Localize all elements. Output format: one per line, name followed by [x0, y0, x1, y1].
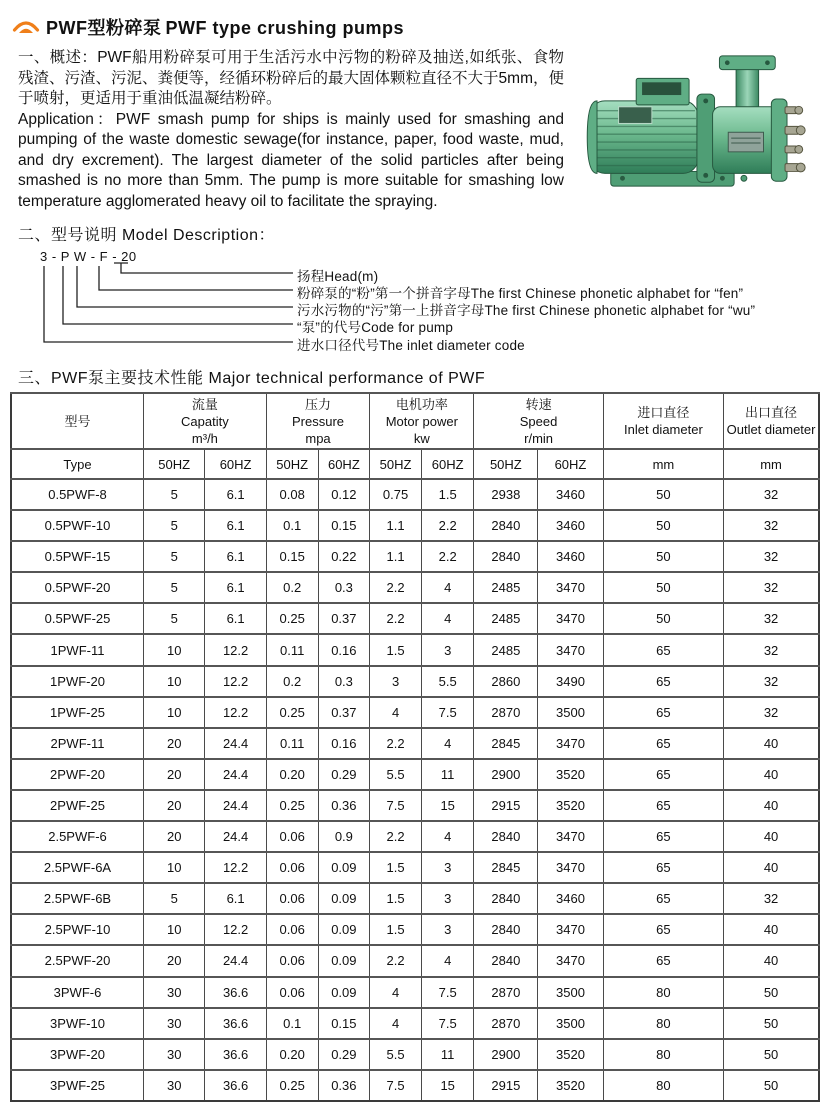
value-cell: 1.5: [370, 883, 422, 914]
model-type-cell: 2PWF-20: [11, 759, 144, 790]
subheader-freq-4: 50HZ: [370, 449, 422, 479]
value-cell: 4: [421, 821, 474, 852]
value-cell: 3490: [538, 666, 603, 697]
value-cell: 0.16: [318, 728, 370, 759]
value-cell: 65: [603, 883, 723, 914]
value-cell: 0.9: [318, 821, 370, 852]
value-cell: 3520: [538, 1039, 603, 1070]
header-outlet-zh: 出口直径: [745, 405, 798, 420]
model-type-cell: 1PWF-20: [11, 666, 144, 697]
table-row: [11, 666, 819, 697]
subheader-freq-1: 60HZ: [205, 449, 266, 479]
pump-product-photo: [574, 50, 812, 192]
table-row: [11, 759, 819, 790]
subheader-type: Type: [11, 449, 144, 479]
value-cell: 12.2: [205, 666, 266, 697]
value-cell: 10: [144, 697, 205, 728]
header-motor-en: Motor power: [385, 413, 458, 429]
value-cell: 3460: [538, 541, 603, 572]
model-type-cell: 3PWF-25: [11, 1070, 144, 1101]
value-cell: 2.2: [370, 728, 422, 759]
value-cell: 40: [724, 945, 819, 976]
value-cell: 3500: [538, 1008, 603, 1039]
value-cell: 0.06: [266, 914, 318, 945]
value-cell: 7.5: [370, 790, 422, 821]
value-cell: 3520: [538, 790, 603, 821]
value-cell: 3500: [538, 697, 603, 728]
performance-heading: 三、PWF泵主要技术性能 Major technical performance of PWF: [18, 370, 486, 387]
brand-arc-icon: [12, 17, 40, 37]
header-inlet: [603, 393, 723, 449]
value-cell: 10: [144, 666, 205, 697]
value-cell: 3470: [538, 603, 603, 634]
value-cell: 65: [603, 666, 723, 697]
value-cell: 2870: [474, 1008, 538, 1039]
subheader-freq-2: 50HZ: [266, 449, 318, 479]
value-cell: 3470: [538, 572, 603, 603]
value-cell: 4: [421, 572, 474, 603]
value-cell: 4: [370, 977, 422, 1008]
table-row: [11, 572, 819, 603]
value-cell: 2.2: [370, 603, 422, 634]
value-cell: 0.06: [266, 977, 318, 1008]
header-inlet-zh: 进口直径: [637, 405, 690, 420]
value-cell: 80: [603, 1008, 723, 1039]
model-description-heading: 二、型号说明 Model Description：: [18, 227, 276, 244]
value-cell: 65: [603, 728, 723, 759]
value-cell: 2915: [474, 790, 538, 821]
value-cell: 2840: [474, 510, 538, 541]
value-cell: 0.09: [318, 977, 370, 1008]
value-cell: 24.4: [205, 821, 266, 852]
value-cell: 0.15: [318, 510, 370, 541]
performance-table-body: [11, 479, 819, 1101]
value-cell: 2870: [474, 697, 538, 728]
value-cell: 1.5: [421, 479, 474, 510]
value-cell: 7.5: [421, 977, 474, 1008]
model-label-fen: 粉碎泵的“粉”第一个拼音字母The first Chinese phonetic alphabet for “fen”: [297, 286, 744, 301]
model-type-cell: 2PWF-25: [11, 790, 144, 821]
value-cell: 0.2: [266, 572, 318, 603]
value-cell: 80: [603, 1039, 723, 1070]
value-cell: 2.2: [421, 541, 474, 572]
value-cell: 2915: [474, 1070, 538, 1101]
value-cell: 0.3: [318, 572, 370, 603]
model-code: 3 - P W - F - 20: [40, 249, 137, 264]
table-row: [11, 914, 819, 945]
value-cell: 65: [603, 697, 723, 728]
value-cell: 0.1: [266, 1008, 318, 1039]
value-cell: 15: [421, 1070, 474, 1101]
page-title-en: PWF type crushing pumps: [165, 18, 405, 38]
value-cell: 6.1: [205, 510, 266, 541]
value-cell: 0.25: [266, 697, 318, 728]
value-cell: 2840: [474, 541, 538, 572]
value-cell: 0.3: [318, 666, 370, 697]
performance-table: [10, 392, 820, 1102]
value-cell: 11: [421, 759, 474, 790]
table-row: [11, 541, 819, 572]
value-cell: 10: [144, 634, 205, 665]
table-row: [11, 603, 819, 634]
model-type-cell: 2.5PWF-6B: [11, 883, 144, 914]
value-cell: 7.5: [421, 1008, 474, 1039]
value-cell: 4: [421, 603, 474, 634]
value-cell: 0.08: [266, 479, 318, 510]
value-cell: 0.29: [318, 1039, 370, 1070]
value-cell: 3: [370, 666, 422, 697]
model-type-cell: 2.5PWF-20: [11, 945, 144, 976]
value-cell: 3: [421, 634, 474, 665]
value-cell: 12.2: [205, 852, 266, 883]
value-cell: 30: [144, 1008, 205, 1039]
value-cell: 50: [603, 479, 723, 510]
table-row: [11, 790, 819, 821]
model-type-cell: 3PWF-10: [11, 1008, 144, 1039]
value-cell: 30: [144, 977, 205, 1008]
value-cell: 2.2: [421, 510, 474, 541]
value-cell: 65: [603, 821, 723, 852]
value-cell: 32: [724, 697, 819, 728]
table-row: [11, 1070, 819, 1101]
value-cell: 0.75: [370, 479, 422, 510]
model-type-cell: 1PWF-25: [11, 697, 144, 728]
value-cell: 32: [724, 479, 819, 510]
value-cell: 4: [370, 1008, 422, 1039]
value-cell: 10: [144, 852, 205, 883]
value-cell: 0.29: [318, 759, 370, 790]
model-label-inlet-code: 进水口径代号The inlet diameter code: [297, 338, 525, 353]
value-cell: 40: [724, 821, 819, 852]
header-speed-unit: r/min: [524, 430, 554, 446]
table-row: [11, 852, 819, 883]
value-cell: 24.4: [205, 759, 266, 790]
value-cell: 3470: [538, 634, 603, 665]
model-type-cell: 2PWF-11: [11, 728, 144, 759]
value-cell: 30: [144, 1039, 205, 1070]
value-cell: 5: [144, 541, 205, 572]
value-cell: 0.15: [318, 1008, 370, 1039]
value-cell: 2840: [474, 945, 538, 976]
header-pressure-en: Pressure: [292, 413, 345, 429]
value-cell: 0.20: [266, 1039, 318, 1070]
value-cell: 40: [724, 790, 819, 821]
model-type-cell: 2.5PWF-10: [11, 914, 144, 945]
model-type-cell: 3PWF-20: [11, 1039, 144, 1070]
value-cell: 4: [421, 728, 474, 759]
model-label-pump-code: “泵”的代号Code for pump: [297, 320, 454, 335]
value-cell: 40: [724, 914, 819, 945]
value-cell: 0.06: [266, 883, 318, 914]
value-cell: 20: [144, 945, 205, 976]
value-cell: 3460: [538, 479, 603, 510]
value-cell: 3470: [538, 821, 603, 852]
value-cell: 12.2: [205, 634, 266, 665]
value-cell: 36.6: [205, 1039, 266, 1070]
value-cell: 65: [603, 759, 723, 790]
value-cell: 3520: [538, 1070, 603, 1101]
value-cell: 3470: [538, 914, 603, 945]
value-cell: 12.2: [205, 697, 266, 728]
header-speed-en: Speed: [519, 413, 558, 429]
subheader-freq-5: 60HZ: [421, 449, 474, 479]
value-cell: 20: [144, 821, 205, 852]
header-speed: [474, 393, 603, 449]
value-cell: 50: [724, 1039, 819, 1070]
value-cell: 1.1: [370, 541, 422, 572]
overview-text-en: Application：PWF smash pump for ships is mainly used for smashing and pumping of the waste domestic sewage(for instance, paper, food waste, mud, and dry excrement). The largest diameter of the solid particles after being smashed is no more than 5mm. The pump is more suitable for smashing low temperature agglomerated heavy oil to facilitate the spraying.: [18, 110, 564, 210]
subheader-freq-7: 60HZ: [538, 449, 603, 479]
value-cell: 3500: [538, 977, 603, 1008]
value-cell: 0.20: [266, 759, 318, 790]
overview-section: [18, 48, 812, 212]
value-cell: 20: [144, 728, 205, 759]
value-cell: 65: [603, 634, 723, 665]
value-cell: 3520: [538, 759, 603, 790]
value-cell: 40: [724, 728, 819, 759]
value-cell: 0.09: [318, 914, 370, 945]
value-cell: 5: [144, 510, 205, 541]
value-cell: 1.5: [370, 852, 422, 883]
header-capacity-unit: m³/h: [191, 430, 218, 446]
table-row: [11, 1008, 819, 1039]
value-cell: 0.11: [266, 634, 318, 665]
value-cell: 0.09: [318, 852, 370, 883]
value-cell: 2870: [474, 977, 538, 1008]
value-cell: 36.6: [205, 977, 266, 1008]
value-cell: 32: [724, 603, 819, 634]
value-cell: 65: [603, 790, 723, 821]
model-label-head: 扬程Head(m): [297, 269, 379, 284]
model-type-cell: 0.5PWF-20: [11, 572, 144, 603]
subheader-freq-3: 60HZ: [318, 449, 370, 479]
value-cell: 6.1: [205, 479, 266, 510]
value-cell: 30: [144, 1070, 205, 1101]
value-cell: 0.06: [266, 945, 318, 976]
subheader-inlet-unit: mm: [603, 449, 723, 479]
value-cell: 1.1: [370, 510, 422, 541]
header-inlet-en: Inlet diameter: [624, 422, 703, 437]
value-cell: 0.06: [266, 821, 318, 852]
value-cell: 36.6: [205, 1070, 266, 1101]
header-pressure: [266, 393, 369, 449]
value-cell: 0.15: [266, 541, 318, 572]
value-cell: 50: [724, 977, 819, 1008]
header-outlet: [724, 393, 819, 449]
header-capacity: [144, 393, 267, 449]
overview-text-zh: 一、概述：PWF船用粉碎泵可用于生活污水中污物的粉碎及抽送,如纸张、食物残渣、污渣、污泥、粪便等，经循环粉碎后的最大固体颗粒直径不大于5mm，便于喷射，更适用于重油低温凝结粉碎。: [18, 49, 564, 107]
value-cell: 0.09: [318, 883, 370, 914]
value-cell: 0.1: [266, 510, 318, 541]
value-cell: 7.5: [370, 1070, 422, 1101]
table-row: [11, 634, 819, 665]
model-label-wu: 污水污物的“污”第一上拼音字母The first Chinese phonetic alphabet for “wu”: [297, 303, 756, 318]
table-row: [11, 728, 819, 759]
page-title: [46, 14, 404, 40]
value-cell: 3460: [538, 510, 603, 541]
value-cell: 40: [724, 759, 819, 790]
value-cell: 0.36: [318, 1070, 370, 1101]
value-cell: 24.4: [205, 790, 266, 821]
page-title-zh: PWF型粉碎泵: [46, 18, 162, 38]
value-cell: 50: [603, 541, 723, 572]
table-row: [11, 510, 819, 541]
value-cell: 0.22: [318, 541, 370, 572]
value-cell: 15: [421, 790, 474, 821]
value-cell: 80: [603, 977, 723, 1008]
value-cell: 0.37: [318, 697, 370, 728]
header-pressure-zh: 压力: [305, 396, 332, 412]
model-type-cell: 0.5PWF-15: [11, 541, 144, 572]
value-cell: 50: [724, 1008, 819, 1039]
value-cell: 2900: [474, 1039, 538, 1070]
value-cell: 6.1: [205, 883, 266, 914]
model-type-cell: 2.5PWF-6: [11, 821, 144, 852]
value-cell: 2860: [474, 666, 538, 697]
value-cell: 1.5: [370, 634, 422, 665]
value-cell: 50: [603, 603, 723, 634]
subheader-freq-6: 50HZ: [474, 449, 538, 479]
title-row: [12, 14, 820, 40]
value-cell: 32: [724, 634, 819, 665]
value-cell: 2938: [474, 479, 538, 510]
value-cell: 6.1: [205, 572, 266, 603]
value-cell: 65: [603, 945, 723, 976]
value-cell: 2.2: [370, 945, 422, 976]
value-cell: 0.36: [318, 790, 370, 821]
value-cell: 2845: [474, 728, 538, 759]
header-motor-unit: kw: [413, 430, 430, 446]
header-sub-row: [11, 449, 819, 479]
value-cell: 12.2: [205, 914, 266, 945]
value-cell: 65: [603, 914, 723, 945]
value-cell: 32: [724, 572, 819, 603]
value-cell: 3: [421, 852, 474, 883]
value-cell: 2.2: [370, 572, 422, 603]
value-cell: 0.09: [318, 945, 370, 976]
value-cell: 10: [144, 914, 205, 945]
model-type-cell: 2.5PWF-6A: [11, 852, 144, 883]
value-cell: 5.5: [421, 666, 474, 697]
value-cell: 5.5: [370, 759, 422, 790]
value-cell: 5.5: [370, 1039, 422, 1070]
table-row: [11, 479, 819, 510]
value-cell: 5: [144, 883, 205, 914]
value-cell: 50: [603, 510, 723, 541]
value-cell: 2845: [474, 852, 538, 883]
value-cell: 32: [724, 510, 819, 541]
value-cell: 0.11: [266, 728, 318, 759]
value-cell: 40: [724, 852, 819, 883]
value-cell: 32: [724, 666, 819, 697]
value-cell: 6.1: [205, 603, 266, 634]
value-cell: 2485: [474, 572, 538, 603]
value-cell: 3: [421, 883, 474, 914]
model-type-cell: 1PWF-11: [11, 634, 144, 665]
value-cell: 0.06: [266, 852, 318, 883]
value-cell: 32: [724, 541, 819, 572]
value-cell: 2.2: [370, 821, 422, 852]
header-group-row: [11, 393, 819, 449]
value-cell: 2900: [474, 759, 538, 790]
header-capacity-en: Capatity: [181, 413, 229, 429]
value-cell: 3460: [538, 883, 603, 914]
model-type-cell: 3PWF-6: [11, 977, 144, 1008]
header-outlet-en: Outlet diameter: [726, 422, 816, 437]
value-cell: 32: [724, 883, 819, 914]
value-cell: 2840: [474, 821, 538, 852]
table-row: [11, 1039, 819, 1070]
value-cell: 65: [603, 852, 723, 883]
value-cell: 6.1: [205, 541, 266, 572]
value-cell: 50: [724, 1070, 819, 1101]
value-cell: 2485: [474, 603, 538, 634]
value-cell: 0.25: [266, 790, 318, 821]
value-cell: 50: [603, 572, 723, 603]
value-cell: 2840: [474, 883, 538, 914]
value-cell: 11: [421, 1039, 474, 1070]
value-cell: 20: [144, 790, 205, 821]
subheader-freq-0: 50HZ: [144, 449, 205, 479]
subheader-outlet-unit: mm: [724, 449, 819, 479]
value-cell: 0.2: [266, 666, 318, 697]
header-pressure-unit: mpa: [305, 430, 331, 446]
value-cell: 1.5: [370, 914, 422, 945]
value-cell: 0.12: [318, 479, 370, 510]
value-cell: 3470: [538, 852, 603, 883]
table-row: [11, 697, 819, 728]
value-cell: 3470: [538, 945, 603, 976]
value-cell: 0.16: [318, 634, 370, 665]
model-type-cell: 0.5PWF-25: [11, 603, 144, 634]
header-motor-zh: 电机功率: [395, 396, 448, 412]
value-cell: 5: [144, 603, 205, 634]
value-cell: 24.4: [205, 728, 266, 759]
header-capacity-zh: 流量: [191, 396, 218, 412]
model-type-cell: 0.5PWF-10: [11, 510, 144, 541]
value-cell: 3470: [538, 728, 603, 759]
value-cell: 2485: [474, 634, 538, 665]
table-row: [11, 883, 819, 914]
value-cell: 0.25: [266, 1070, 318, 1101]
value-cell: 0.25: [266, 603, 318, 634]
value-cell: 36.6: [205, 1008, 266, 1039]
value-cell: 5: [144, 572, 205, 603]
table-row: [11, 977, 819, 1008]
table-row: [11, 821, 819, 852]
value-cell: 5: [144, 479, 205, 510]
table-row: [11, 945, 819, 976]
model-code-diagram: [40, 249, 820, 355]
value-cell: 80: [603, 1070, 723, 1101]
value-cell: 20: [144, 759, 205, 790]
value-cell: 3: [421, 914, 474, 945]
header-type: 型号: [11, 393, 144, 449]
value-cell: 4: [370, 697, 422, 728]
value-cell: 2840: [474, 914, 538, 945]
model-type-cell: 0.5PWF-8: [11, 479, 144, 510]
value-cell: 24.4: [205, 945, 266, 976]
value-cell: 7.5: [421, 697, 474, 728]
value-cell: 4: [421, 945, 474, 976]
value-cell: 0.37: [318, 603, 370, 634]
header-motor-power: [370, 393, 474, 449]
header-speed-zh: 转速: [525, 396, 552, 412]
